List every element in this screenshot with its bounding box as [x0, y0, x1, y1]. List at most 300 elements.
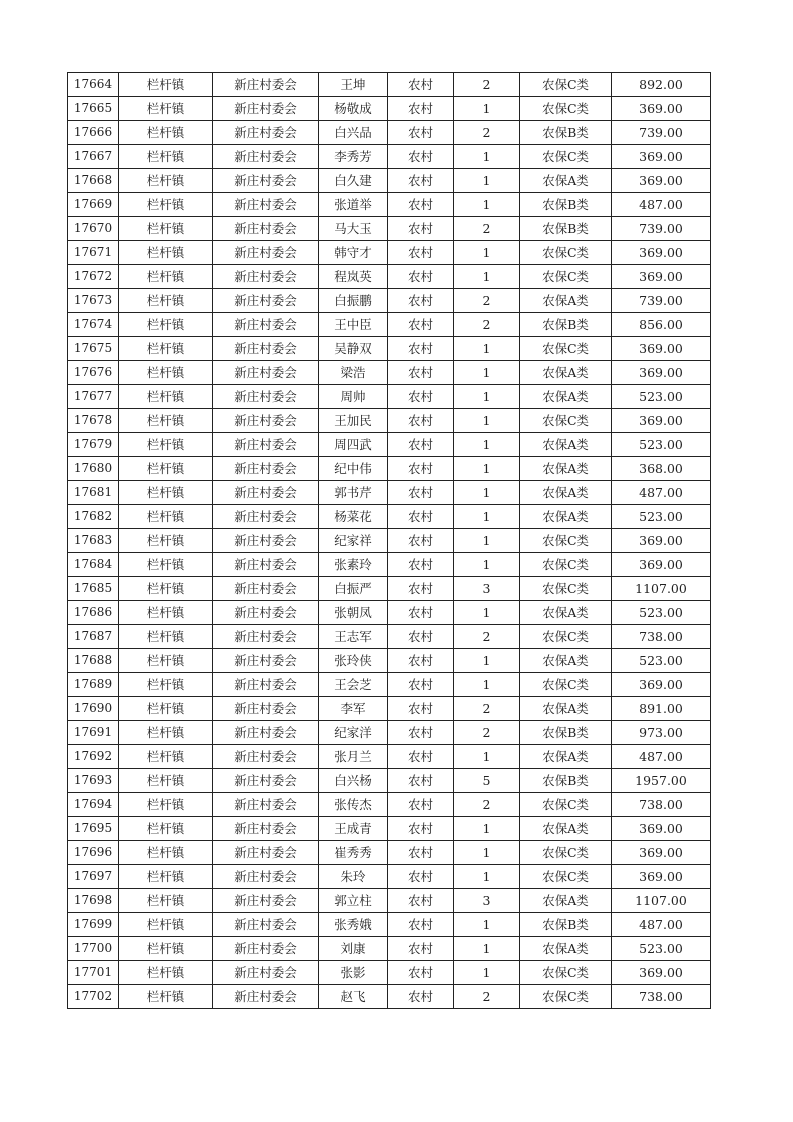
insurance-category-cell: 农保C类 — [520, 841, 612, 865]
row-number-cell: 17678 — [68, 409, 119, 433]
village-committee-cell: 新庄村委会 — [213, 481, 319, 505]
town-cell: 栏杆镇 — [119, 97, 213, 121]
village-committee-cell: 新庄村委会 — [213, 361, 319, 385]
row-number-cell: 17696 — [68, 841, 119, 865]
amount-cell: 369.00 — [612, 265, 711, 289]
row-number-cell: 17689 — [68, 673, 119, 697]
amount-cell: 368.00 — [612, 457, 711, 481]
name-cell: 韩守才 — [319, 241, 388, 265]
town-cell: 栏杆镇 — [119, 313, 213, 337]
row-number-cell: 17672 — [68, 265, 119, 289]
amount-cell: 369.00 — [612, 361, 711, 385]
row-number-cell: 17677 — [68, 385, 119, 409]
household-type-cell: 农村 — [388, 385, 454, 409]
table-row — [68, 625, 711, 649]
insurance-category-cell: 农保A类 — [520, 169, 612, 193]
row-number-cell: 17667 — [68, 145, 119, 169]
name-cell: 张玲侠 — [319, 649, 388, 673]
person-count-cell: 1 — [454, 145, 520, 169]
name-cell: 纪家祥 — [319, 529, 388, 553]
household-type-cell: 农村 — [388, 313, 454, 337]
household-type-cell: 农村 — [388, 649, 454, 673]
village-committee-cell: 新庄村委会 — [213, 673, 319, 697]
name-cell: 张传杰 — [319, 793, 388, 817]
household-type-cell: 农村 — [388, 433, 454, 457]
row-number-cell: 17665 — [68, 97, 119, 121]
insurance-category-cell: 农保A类 — [520, 457, 612, 481]
village-committee-cell: 新庄村委会 — [213, 457, 319, 481]
household-type-cell: 农村 — [388, 529, 454, 553]
row-number-cell: 17688 — [68, 649, 119, 673]
insurance-category-cell: 农保C类 — [520, 553, 612, 577]
town-cell: 栏杆镇 — [119, 73, 213, 97]
village-committee-cell: 新庄村委会 — [213, 193, 319, 217]
village-committee-cell: 新庄村委会 — [213, 169, 319, 193]
person-count-cell: 1 — [454, 529, 520, 553]
amount-cell: 738.00 — [612, 793, 711, 817]
name-cell: 张道举 — [319, 193, 388, 217]
village-committee-cell: 新庄村委会 — [213, 217, 319, 241]
household-type-cell: 农村 — [388, 817, 454, 841]
person-count-cell: 1 — [454, 745, 520, 769]
person-count-cell: 2 — [454, 217, 520, 241]
person-count-cell: 2 — [454, 73, 520, 97]
name-cell: 王坤 — [319, 73, 388, 97]
town-cell: 栏杆镇 — [119, 697, 213, 721]
amount-cell: 369.00 — [612, 97, 711, 121]
town-cell: 栏杆镇 — [119, 601, 213, 625]
table-row — [68, 361, 711, 385]
town-cell: 栏杆镇 — [119, 553, 213, 577]
person-count-cell: 1 — [454, 865, 520, 889]
row-number-cell: 17692 — [68, 745, 119, 769]
table-row — [68, 385, 711, 409]
insurance-category-cell: 农保C类 — [520, 241, 612, 265]
row-number-cell: 17681 — [68, 481, 119, 505]
household-type-cell: 农村 — [388, 97, 454, 121]
insurance-category-cell: 农保A类 — [520, 505, 612, 529]
town-cell: 栏杆镇 — [119, 337, 213, 361]
insurance-category-cell: 农保B类 — [520, 193, 612, 217]
row-number-cell: 17676 — [68, 361, 119, 385]
name-cell: 纪中伟 — [319, 457, 388, 481]
row-number-cell: 17668 — [68, 169, 119, 193]
household-type-cell: 农村 — [388, 265, 454, 289]
table-row — [68, 817, 711, 841]
table-row — [68, 457, 711, 481]
insurance-category-cell: 农保B类 — [520, 913, 612, 937]
amount-cell: 487.00 — [612, 745, 711, 769]
town-cell: 栏杆镇 — [119, 481, 213, 505]
person-count-cell: 1 — [454, 409, 520, 433]
household-type-cell: 农村 — [388, 841, 454, 865]
amount-cell: 369.00 — [612, 961, 711, 985]
village-committee-cell: 新庄村委会 — [213, 961, 319, 985]
insurance-category-cell: 农保A类 — [520, 649, 612, 673]
village-committee-cell: 新庄村委会 — [213, 601, 319, 625]
table-row — [68, 145, 711, 169]
person-count-cell: 1 — [454, 97, 520, 121]
table-row — [68, 913, 711, 937]
household-type-cell: 农村 — [388, 409, 454, 433]
table-row — [68, 505, 711, 529]
town-cell: 栏杆镇 — [119, 769, 213, 793]
name-cell: 张月兰 — [319, 745, 388, 769]
subsidy-table — [67, 72, 711, 1009]
person-count-cell: 2 — [454, 793, 520, 817]
row-number-cell: 17693 — [68, 769, 119, 793]
row-number-cell: 17695 — [68, 817, 119, 841]
person-count-cell: 3 — [454, 889, 520, 913]
name-cell: 崔秀秀 — [319, 841, 388, 865]
town-cell: 栏杆镇 — [119, 409, 213, 433]
town-cell: 栏杆镇 — [119, 529, 213, 553]
table-row — [68, 241, 711, 265]
name-cell: 周四武 — [319, 433, 388, 457]
village-committee-cell: 新庄村委会 — [213, 697, 319, 721]
table-row — [68, 745, 711, 769]
town-cell: 栏杆镇 — [119, 121, 213, 145]
amount-cell: 369.00 — [612, 553, 711, 577]
household-type-cell: 农村 — [388, 769, 454, 793]
amount-cell: 369.00 — [612, 529, 711, 553]
town-cell: 栏杆镇 — [119, 193, 213, 217]
name-cell: 朱玲 — [319, 865, 388, 889]
person-count-cell: 1 — [454, 649, 520, 673]
row-number-cell: 17685 — [68, 577, 119, 601]
table-row — [68, 793, 711, 817]
table-row — [68, 529, 711, 553]
person-count-cell: 1 — [454, 601, 520, 625]
row-number-cell: 17682 — [68, 505, 119, 529]
amount-cell: 739.00 — [612, 289, 711, 313]
person-count-cell: 1 — [454, 457, 520, 481]
insurance-category-cell: 农保C类 — [520, 73, 612, 97]
amount-cell: 523.00 — [612, 433, 711, 457]
insurance-category-cell: 农保A类 — [520, 745, 612, 769]
row-number-cell: 17697 — [68, 865, 119, 889]
name-cell: 王成青 — [319, 817, 388, 841]
insurance-category-cell: 农保C类 — [520, 265, 612, 289]
town-cell: 栏杆镇 — [119, 433, 213, 457]
insurance-category-cell: 农保A类 — [520, 481, 612, 505]
amount-cell: 891.00 — [612, 697, 711, 721]
person-count-cell: 1 — [454, 841, 520, 865]
household-type-cell: 农村 — [388, 241, 454, 265]
table-row — [68, 553, 711, 577]
person-count-cell: 2 — [454, 289, 520, 313]
person-count-cell: 1 — [454, 361, 520, 385]
town-cell: 栏杆镇 — [119, 889, 213, 913]
household-type-cell: 农村 — [388, 937, 454, 961]
row-number-cell: 17670 — [68, 217, 119, 241]
household-type-cell: 农村 — [388, 889, 454, 913]
town-cell: 栏杆镇 — [119, 793, 213, 817]
name-cell: 张素玲 — [319, 553, 388, 577]
insurance-category-cell: 农保C类 — [520, 985, 612, 1009]
household-type-cell: 农村 — [388, 361, 454, 385]
insurance-category-cell: 农保A类 — [520, 601, 612, 625]
person-count-cell: 1 — [454, 169, 520, 193]
name-cell: 刘康 — [319, 937, 388, 961]
insurance-category-cell: 农保B类 — [520, 721, 612, 745]
village-committee-cell: 新庄村委会 — [213, 553, 319, 577]
table-row — [68, 985, 711, 1009]
name-cell: 白兴杨 — [319, 769, 388, 793]
insurance-category-cell: 农保C类 — [520, 865, 612, 889]
household-type-cell: 农村 — [388, 577, 454, 601]
village-committee-cell: 新庄村委会 — [213, 433, 319, 457]
household-type-cell: 农村 — [388, 865, 454, 889]
row-number-cell: 17674 — [68, 313, 119, 337]
row-number-cell: 17687 — [68, 625, 119, 649]
town-cell: 栏杆镇 — [119, 673, 213, 697]
town-cell: 栏杆镇 — [119, 985, 213, 1009]
person-count-cell: 1 — [454, 673, 520, 697]
amount-cell: 487.00 — [612, 913, 711, 937]
table-row — [68, 841, 711, 865]
household-type-cell: 农村 — [388, 289, 454, 313]
insurance-category-cell: 农保B类 — [520, 769, 612, 793]
insurance-category-cell: 农保B类 — [520, 313, 612, 337]
name-cell: 白兴品 — [319, 121, 388, 145]
person-count-cell: 2 — [454, 313, 520, 337]
table-row — [68, 265, 711, 289]
person-count-cell: 2 — [454, 121, 520, 145]
village-committee-cell: 新庄村委会 — [213, 745, 319, 769]
table-row — [68, 937, 711, 961]
town-cell: 栏杆镇 — [119, 577, 213, 601]
table-row — [68, 961, 711, 985]
amount-cell: 523.00 — [612, 937, 711, 961]
table-row — [68, 337, 711, 361]
person-count-cell: 2 — [454, 985, 520, 1009]
household-type-cell: 农村 — [388, 553, 454, 577]
town-cell: 栏杆镇 — [119, 265, 213, 289]
amount-cell: 369.00 — [612, 841, 711, 865]
table-row — [68, 673, 711, 697]
town-cell: 栏杆镇 — [119, 169, 213, 193]
amount-cell: 973.00 — [612, 721, 711, 745]
amount-cell: 369.00 — [612, 673, 711, 697]
table-row — [68, 217, 711, 241]
row-number-cell: 17679 — [68, 433, 119, 457]
person-count-cell: 1 — [454, 265, 520, 289]
household-type-cell: 农村 — [388, 697, 454, 721]
name-cell: 周帅 — [319, 385, 388, 409]
amount-cell: 523.00 — [612, 649, 711, 673]
amount-cell: 739.00 — [612, 121, 711, 145]
town-cell: 栏杆镇 — [119, 961, 213, 985]
table-row — [68, 289, 711, 313]
town-cell: 栏杆镇 — [119, 289, 213, 313]
table-row — [68, 865, 711, 889]
insurance-category-cell: 农保A类 — [520, 289, 612, 313]
table-row — [68, 313, 711, 337]
person-count-cell: 1 — [454, 433, 520, 457]
table-row — [68, 577, 711, 601]
person-count-cell: 3 — [454, 577, 520, 601]
insurance-category-cell: 农保B类 — [520, 217, 612, 241]
person-count-cell: 1 — [454, 481, 520, 505]
amount-cell: 1957.00 — [612, 769, 711, 793]
village-committee-cell: 新庄村委会 — [213, 889, 319, 913]
village-committee-cell: 新庄村委会 — [213, 769, 319, 793]
row-number-cell: 17701 — [68, 961, 119, 985]
household-type-cell: 农村 — [388, 673, 454, 697]
town-cell: 栏杆镇 — [119, 361, 213, 385]
village-committee-cell: 新庄村委会 — [213, 241, 319, 265]
name-cell: 王加民 — [319, 409, 388, 433]
household-type-cell: 农村 — [388, 721, 454, 745]
town-cell: 栏杆镇 — [119, 937, 213, 961]
village-committee-cell: 新庄村委会 — [213, 913, 319, 937]
name-cell: 梁浩 — [319, 361, 388, 385]
name-cell: 杨菜花 — [319, 505, 388, 529]
insurance-category-cell: 农保A类 — [520, 361, 612, 385]
amount-cell: 487.00 — [612, 481, 711, 505]
village-committee-cell: 新庄村委会 — [213, 577, 319, 601]
household-type-cell: 农村 — [388, 217, 454, 241]
name-cell: 李军 — [319, 697, 388, 721]
name-cell: 郭立柱 — [319, 889, 388, 913]
row-number-cell: 17669 — [68, 193, 119, 217]
household-type-cell: 农村 — [388, 121, 454, 145]
insurance-category-cell: 农保A类 — [520, 889, 612, 913]
person-count-cell: 1 — [454, 505, 520, 529]
household-type-cell: 农村 — [388, 505, 454, 529]
table-row — [68, 121, 711, 145]
amount-cell: 487.00 — [612, 193, 711, 217]
village-committee-cell: 新庄村委会 — [213, 409, 319, 433]
person-count-cell: 1 — [454, 337, 520, 361]
village-committee-cell: 新庄村委会 — [213, 289, 319, 313]
row-number-cell: 17683 — [68, 529, 119, 553]
town-cell: 栏杆镇 — [119, 817, 213, 841]
insurance-category-cell: 农保C类 — [520, 145, 612, 169]
name-cell: 马大玉 — [319, 217, 388, 241]
row-number-cell: 17694 — [68, 793, 119, 817]
table-row — [68, 697, 711, 721]
table-row — [68, 601, 711, 625]
village-committee-cell: 新庄村委会 — [213, 937, 319, 961]
town-cell: 栏杆镇 — [119, 217, 213, 241]
household-type-cell: 农村 — [388, 961, 454, 985]
name-cell: 张朝凤 — [319, 601, 388, 625]
name-cell: 王中臣 — [319, 313, 388, 337]
insurance-category-cell: 农保C类 — [520, 625, 612, 649]
name-cell: 张影 — [319, 961, 388, 985]
row-number-cell: 17664 — [68, 73, 119, 97]
insurance-category-cell: 农保C类 — [520, 409, 612, 433]
village-committee-cell: 新庄村委会 — [213, 121, 319, 145]
household-type-cell: 农村 — [388, 193, 454, 217]
household-type-cell: 农村 — [388, 73, 454, 97]
person-count-cell: 1 — [454, 937, 520, 961]
village-committee-cell: 新庄村委会 — [213, 625, 319, 649]
table-row — [68, 433, 711, 457]
amount-cell: 369.00 — [612, 337, 711, 361]
insurance-category-cell: 农保C类 — [520, 529, 612, 553]
insurance-category-cell: 农保A类 — [520, 433, 612, 457]
insurance-category-cell: 农保A类 — [520, 937, 612, 961]
name-cell: 白振严 — [319, 577, 388, 601]
village-committee-cell: 新庄村委会 — [213, 649, 319, 673]
person-count-cell: 1 — [454, 553, 520, 577]
table-row — [68, 73, 711, 97]
village-committee-cell: 新庄村委会 — [213, 265, 319, 289]
table-row — [68, 481, 711, 505]
insurance-category-cell: 农保A类 — [520, 817, 612, 841]
village-committee-cell: 新庄村委会 — [213, 145, 319, 169]
row-number-cell: 17675 — [68, 337, 119, 361]
household-type-cell: 农村 — [388, 793, 454, 817]
person-count-cell: 1 — [454, 961, 520, 985]
row-number-cell: 17686 — [68, 601, 119, 625]
town-cell: 栏杆镇 — [119, 865, 213, 889]
amount-cell: 523.00 — [612, 601, 711, 625]
town-cell: 栏杆镇 — [119, 649, 213, 673]
row-number-cell: 17684 — [68, 553, 119, 577]
row-number-cell: 17671 — [68, 241, 119, 265]
village-committee-cell: 新庄村委会 — [213, 985, 319, 1009]
row-number-cell: 17700 — [68, 937, 119, 961]
amount-cell: 369.00 — [612, 865, 711, 889]
amount-cell: 523.00 — [612, 505, 711, 529]
row-number-cell: 17673 — [68, 289, 119, 313]
person-count-cell: 2 — [454, 697, 520, 721]
name-cell: 吴静双 — [319, 337, 388, 361]
amount-cell: 892.00 — [612, 73, 711, 97]
person-count-cell: 1 — [454, 385, 520, 409]
table-row — [68, 409, 711, 433]
insurance-category-cell: 农保A类 — [520, 697, 612, 721]
insurance-category-cell: 农保C类 — [520, 673, 612, 697]
row-number-cell: 17699 — [68, 913, 119, 937]
household-type-cell: 农村 — [388, 481, 454, 505]
insurance-category-cell: 农保C类 — [520, 793, 612, 817]
village-committee-cell: 新庄村委会 — [213, 721, 319, 745]
amount-cell: 738.00 — [612, 985, 711, 1009]
town-cell: 栏杆镇 — [119, 457, 213, 481]
village-committee-cell: 新庄村委会 — [213, 793, 319, 817]
household-type-cell: 农村 — [388, 145, 454, 169]
insurance-category-cell: 农保C类 — [520, 577, 612, 601]
amount-cell: 369.00 — [612, 169, 711, 193]
insurance-category-cell: 农保C类 — [520, 97, 612, 121]
household-type-cell: 农村 — [388, 457, 454, 481]
household-type-cell: 农村 — [388, 913, 454, 937]
row-number-cell: 17666 — [68, 121, 119, 145]
insurance-category-cell: 农保B类 — [520, 121, 612, 145]
village-committee-cell: 新庄村委会 — [213, 505, 319, 529]
row-number-cell: 17702 — [68, 985, 119, 1009]
person-count-cell: 5 — [454, 769, 520, 793]
village-committee-cell: 新庄村委会 — [213, 841, 319, 865]
amount-cell: 523.00 — [612, 385, 711, 409]
village-committee-cell: 新庄村委会 — [213, 817, 319, 841]
name-cell: 程岚英 — [319, 265, 388, 289]
amount-cell: 738.00 — [612, 625, 711, 649]
town-cell: 栏杆镇 — [119, 241, 213, 265]
row-number-cell: 17680 — [68, 457, 119, 481]
town-cell: 栏杆镇 — [119, 841, 213, 865]
amount-cell: 369.00 — [612, 817, 711, 841]
table-row — [68, 889, 711, 913]
insurance-category-cell: 农保C类 — [520, 337, 612, 361]
person-count-cell: 1 — [454, 913, 520, 937]
table-row — [68, 193, 711, 217]
